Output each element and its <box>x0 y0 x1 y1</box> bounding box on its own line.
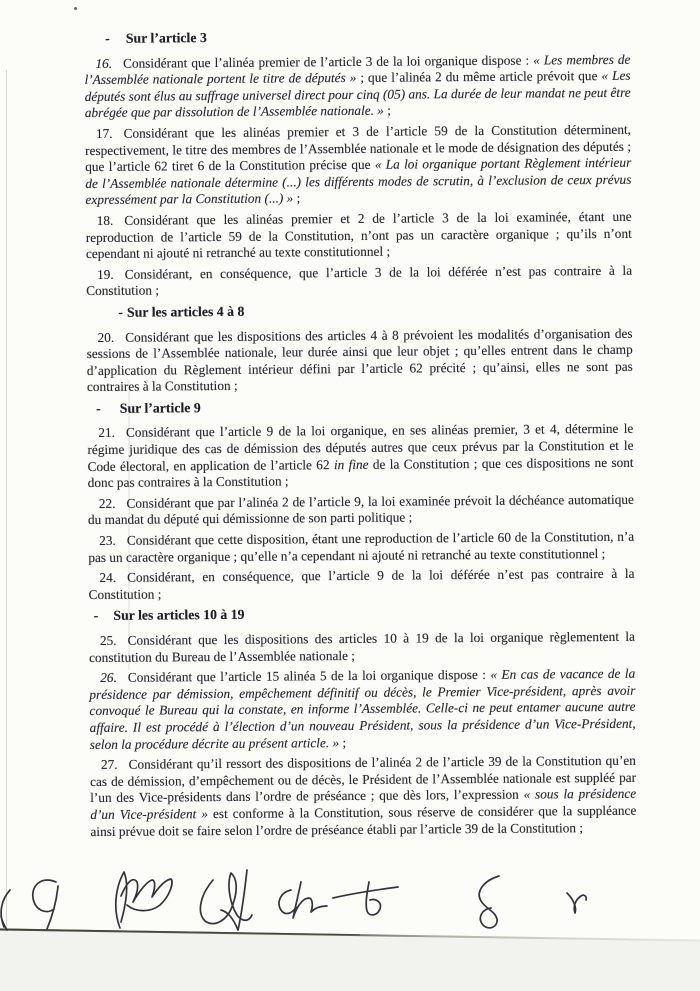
body-text: Considérant, en conséquence, que l’article 3 de la loi déférée n’est pas contraire à la Constitution ; <box>86 262 633 299</box>
paragraph-number: 21. <box>98 425 116 441</box>
body-text: Considérant que les dispositions des articles 4 à 8 prévoient les modalités d’organisation des sessions de l’Assemblée nationale, leur durée ainsi que leur objet ; qu’elles entrent dans le champ d’application du Règlement intérieur défini par l’article 62 précité ; qu’ainsi, elles ne sont pas contraires à la Constitution ; <box>86 325 633 395</box>
paragraph-number: 23. <box>99 532 116 548</box>
quoted-text: « En cas de vacance de la présidence par démission, empêchement définitif ou décès, le Premier Vice-président, après avoir convoqué le Bureau qui la constate, en informe l’Assemblée. Celle-ci ne peut entamer aucune autre affaire. Il est procédé à l’élection d’un nouveau Président, sous la présidence d’un Vice-Président, selon la procédure décrite au présent article. » <box>89 665 636 752</box>
paragraph-18 <box>86 209 632 263</box>
paragraph-27 <box>90 753 637 840</box>
paragraph-number: 16. <box>95 55 113 71</box>
signature-mark-3 <box>116 872 172 928</box>
heading-label: Sur l’article 3 <box>125 30 207 46</box>
heading-dash: - <box>96 400 101 416</box>
paragraph-20 <box>87 325 634 396</box>
heading-dash: - <box>118 304 124 320</box>
paragraph-number: 27. <box>100 756 118 773</box>
paragraph-number: 18. <box>96 212 114 228</box>
paragraph-number: 26. <box>100 669 117 686</box>
body-text: ; <box>293 190 301 206</box>
quoted-text: « sous la présidence d’un Vice-président » <box>90 786 637 822</box>
body-text: ; que l’alinéa 2 du même article prévoit que <box>356 68 602 86</box>
signature-mark-8 <box>567 893 586 913</box>
quoted-text: in fine <box>333 456 369 472</box>
body-text: Considérant, en conséquence, que l’article 9 de la loi déférée n’est pas contraire à la Constitution ; <box>88 565 635 602</box>
section-heading <box>105 27 630 48</box>
body-text: est conforme à la Constitution, sous réserve de considérer que la suppléance ainsi prévue doit se faire selon l’ordre de préséance établi par l’article 39 de la Constitution ; <box>90 802 637 839</box>
body-text: Considérant que l’article 15 alinéa 5 de la loi organique dispose : <box>127 667 491 685</box>
quoted-text: « Les députés sont élus au suffrage universel direct pour cinq (05) ans. La durée de leur mandat ne peut être abrégée que par dissolution de l’Assemblée nationale. » <box>84 67 631 121</box>
body-text: Considérant que cette disposition, étant une reproduction de l’article 60 de la Constitution, n’a pas un caractère organique ; qu’elle n’a cependant ni ajouté ni retranché au texte constitutionnel ; <box>88 528 635 565</box>
body-text: Considérant que l’alinéa premier de l’article 3 de la loi organique dispose : <box>122 52 534 71</box>
paragraph-number: 25. <box>99 632 117 648</box>
heading-label: Sur les articles 10 à 19 <box>113 607 245 624</box>
signatures-row <box>0 852 700 932</box>
paragraph-23 <box>88 529 634 566</box>
body-text: ; <box>339 734 347 750</box>
paragraph-number: 24. <box>99 570 117 586</box>
section-heading <box>96 397 633 418</box>
body-text: Considérant qu’il ressort des dispositions de l’alinéa 2 de l’article 39 de la Constitution qu’en cas de démission, d’empêchement ou de décès, le Président de l’Assemblée nationale est suppléé par l’un des Vice-présidents dans l’ordre de préséance ; que dès lors, l’expression <box>89 752 637 806</box>
body-text: Considérant que l’article 9 de la loi organique, en ses alinéas premier, 3 et 4, détermine le régime juridique des cas de démission des députés autres que ceux prévus par la Constitution et le Code électoral, en application de l’article 62 <box>87 421 634 474</box>
body-text: Considérant que les alinéas premier et 2 de l’article 3 de la loi examinée, étant une reproduction de l’article 59 de la Constitution, n’ont pas un caractère organique ; qu’ils n’ont cependant ni ajouté ni retranché au texte constitutionnel ; <box>85 208 632 262</box>
signature-mark-4 <box>200 870 252 930</box>
body-text: Considérant que les alinéas premier et 3 de l’article 59 de la Constitution déterminent, respectivement, le titre des membres de l’Assemblée nationale et le mode de désignation des députés ; que l’article 62 tiret 6 de la Constitution précise que <box>85 121 632 175</box>
body-text: Considérant que les dispositions des articles 10 à 19 de la loi organique règlementent la constitution du Bureau de l’Assemblée nationale ; <box>89 628 635 665</box>
paragraph-19 <box>86 262 632 299</box>
paragraph-22 <box>88 492 634 529</box>
paragraph-24 <box>88 566 634 603</box>
signature-mark-1 <box>1 890 10 930</box>
paragraph-21 <box>87 421 634 492</box>
signature-mark-6 <box>333 882 398 915</box>
section-heading <box>118 301 632 322</box>
body-text: ; <box>383 103 392 119</box>
paragraph-number: 17. <box>95 125 113 141</box>
quoted-text: « Les membres de l’Assemblée nationale portent le titre de députés » <box>84 51 631 88</box>
paragraph-number: 20. <box>97 329 115 345</box>
paragraph-number: 22. <box>98 495 116 511</box>
paragraph-26 <box>89 666 636 753</box>
paragraph-25 <box>89 629 635 666</box>
paragraph-number: 19. <box>97 266 114 282</box>
paragraph-16 <box>84 51 631 122</box>
body-text: Considérant que par l’alinéa 2 de l’article 9, la loi examinée prévoit la déchéance automatique du mandat du député qui démissionne de son parti politique ; <box>87 491 634 528</box>
signature-mark-2 <box>33 880 58 929</box>
paragraph-17 <box>85 122 632 209</box>
signature-mark-7 <box>479 876 499 928</box>
heading-label: Sur l’article 9 <box>119 400 201 416</box>
quoted-text: « La loi organique portant Règlement intérieur de l’Assemblée nationale détermine (...) les différents modes de scrutin, à l’exclusion de ceux prévus expressément par la Constitution (...) » <box>85 154 632 208</box>
section-heading <box>94 604 635 625</box>
body-text: de la Constitution ; que ces dispositions ne sont donc pas contraires à la Constitution ; <box>87 454 634 491</box>
signature-mark-5 <box>279 882 327 918</box>
heading-dash: - <box>105 30 110 46</box>
heading-label: Sur les articles 4 à 8 <box>126 303 245 320</box>
heading-dash: - <box>93 608 99 624</box>
